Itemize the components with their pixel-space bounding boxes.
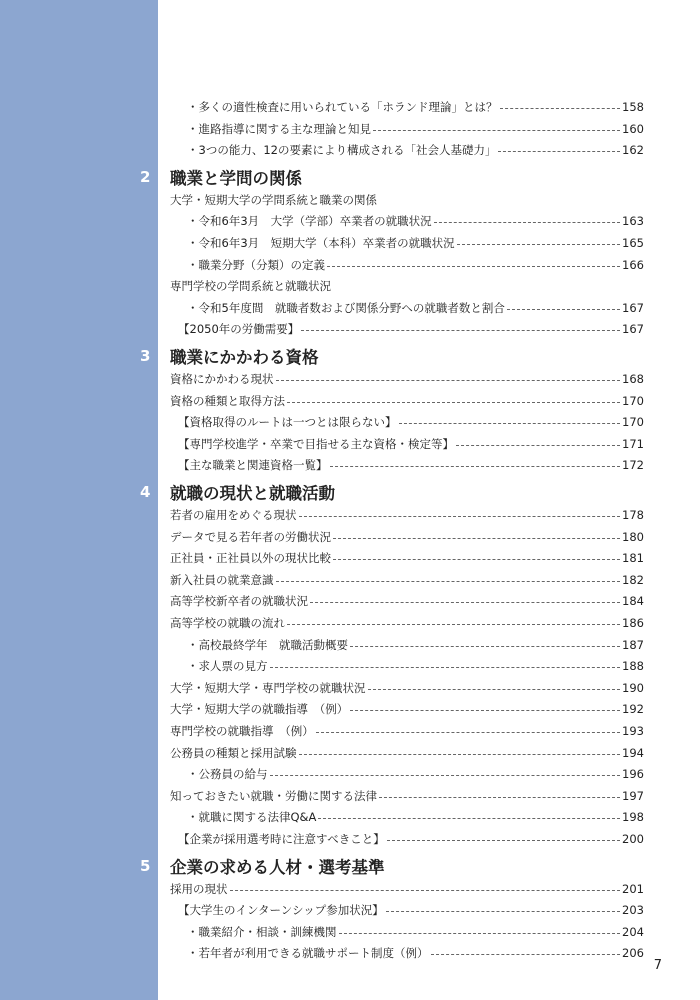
- toc-entry: [170, 505, 644, 525]
- toc-entry-title: 大学・短期大学・専門学校の就職状況: [170, 680, 366, 695]
- dotted-leader: [368, 688, 621, 690]
- toc-entry-title: 知っておきたい就職・労働に関する法律: [170, 788, 377, 803]
- toc-page-number: 197: [622, 788, 644, 803]
- toc-entry-title: ・3つの能力、12の要素により構成される「社会人基礎力」: [187, 143, 497, 158]
- toc-page-number: 206: [622, 946, 644, 961]
- toc-entry-title: 高等学校の就職の流れ: [170, 616, 285, 630]
- toc-entry: [170, 879, 644, 899]
- toc-entry: [178, 829, 644, 849]
- toc-page-number: 165: [622, 236, 644, 250]
- section-heading: [140, 479, 335, 505]
- toc-page-number: 196: [622, 767, 644, 782]
- toc-entry: [187, 922, 644, 942]
- toc-entry-title: ・求人票の見方: [187, 659, 268, 674]
- section-heading: [140, 343, 319, 369]
- toc-entry-title: ・進路指導に関する主な理論と知見: [187, 121, 371, 136]
- toc-page-number: 201: [622, 881, 644, 896]
- dotted-leader: [500, 107, 621, 109]
- toc-page-number: 168: [622, 372, 644, 386]
- toc-entry: [187, 140, 644, 160]
- toc-entry: [170, 369, 644, 389]
- toc-page-number: 194: [622, 745, 644, 760]
- toc-entry: [187, 807, 644, 827]
- toc-entry-title: 採用の現状: [170, 881, 228, 896]
- toc-entry-title: ・令和6年3月 大学（学部）卒業者の就職状況: [187, 214, 432, 229]
- dotted-leader: [399, 422, 621, 424]
- toc-entry-title: 若者の雇用をめぐる現状: [170, 508, 297, 522]
- dotted-leader: [316, 731, 620, 733]
- section-number: 3: [140, 347, 151, 365]
- dotted-leader: [434, 221, 620, 223]
- dotted-leader: [333, 558, 620, 560]
- toc-entry-title: ・職業分野（分類）の定義: [187, 257, 325, 272]
- toc-page-number: 182: [622, 572, 644, 587]
- toc-entry: [170, 721, 644, 741]
- toc-entry: [170, 391, 644, 411]
- dotted-leader: [457, 243, 620, 245]
- toc-entry: [187, 255, 644, 275]
- toc-page-number: 180: [622, 529, 644, 544]
- dotted-leader: [327, 265, 620, 267]
- dotted-leader: [386, 910, 620, 912]
- toc-entry-title: 正社員・正社員以外の現状比較: [170, 551, 331, 566]
- toc-page-number: 186: [622, 616, 644, 630]
- section-number: 4: [140, 483, 151, 501]
- toc-entry: [187, 943, 644, 963]
- dotted-leader: [299, 515, 621, 517]
- toc-entry: [170, 613, 644, 633]
- toc-entry-title: 大学・短期大学の就職指導 （例）: [170, 702, 349, 717]
- toc-entry-title: 【資格取得のルートは一つとは限らない】: [178, 415, 397, 430]
- dotted-leader: [379, 796, 620, 798]
- toc-entry: [170, 743, 644, 763]
- dotted-leader: [270, 666, 621, 668]
- toc-entry: [187, 656, 644, 676]
- toc-page-number: 166: [622, 257, 644, 272]
- dotted-leader: [270, 774, 621, 776]
- toc-entry-title: 公務員の種類と採用試験: [170, 745, 297, 760]
- toc-entry: [187, 764, 644, 784]
- section-title: 職業にかかわる資格: [170, 348, 319, 367]
- toc-entry-title: 専門学校の就職指導 （例）: [170, 724, 314, 738]
- toc-entry-title: ・令和6年3月 短期大学（本科）卒業者の就職状況: [187, 236, 455, 250]
- toc-entry-title: 新入社員の就業意識: [170, 572, 274, 587]
- section-title: 企業の求める人材・選考基準: [170, 857, 385, 877]
- dotted-leader: [456, 444, 620, 446]
- toc-page-number: 178: [622, 508, 644, 522]
- dotted-leader: [330, 465, 621, 467]
- toc-entry: [178, 455, 644, 475]
- dotted-leader: [301, 329, 620, 331]
- toc-entry: [187, 298, 644, 318]
- toc-page-number: 170: [622, 415, 644, 430]
- dotted-leader: [350, 709, 620, 711]
- toc-entry: [187, 97, 644, 117]
- toc-entry-title: データで見る若年者の労働状況: [170, 529, 331, 544]
- dotted-leader: [276, 580, 621, 582]
- toc-page-number: 184: [622, 594, 644, 609]
- toc-entry: [187, 211, 644, 231]
- toc-entry-title: ・就職に関する法律Q&A: [187, 810, 317, 825]
- toc-page-number: 167: [622, 322, 644, 337]
- toc-entry: [178, 319, 644, 339]
- toc-entry-title: ・職業紹介・相談・訓練機関: [187, 924, 337, 939]
- toc-page-number: 167: [622, 300, 644, 315]
- toc-page-number: 193: [622, 724, 644, 738]
- section-title: 就職の現状と就職活動: [170, 484, 335, 503]
- dotted-leader: [276, 379, 621, 381]
- toc-entry-title: 資格にかかわる現状: [170, 372, 274, 386]
- toc-entry-title: ・多くの適性検査に用いられている「ホランド理論」とは？: [187, 100, 498, 114]
- toc-entry-title: 【専門学校進学・卒業で目指せる主な資格・検定等】: [178, 436, 454, 451]
- toc-entry: [187, 233, 644, 253]
- toc-entry-title: 専門学校の学問系統と就職状況: [170, 279, 331, 294]
- toc-page-number: 192: [622, 702, 644, 717]
- toc-entry-title: 大学・短期大学の学問系統と職業の関係: [170, 192, 377, 207]
- toc-entry: [170, 699, 644, 719]
- toc-page-number: 170: [622, 393, 644, 408]
- dotted-leader: [373, 129, 620, 131]
- toc-entry: [170, 591, 644, 611]
- section-heading: [140, 853, 385, 879]
- toc-page-number: 160: [622, 121, 644, 136]
- section-number: 5: [140, 856, 151, 875]
- toc-entry: [178, 900, 644, 920]
- dotted-leader: [333, 537, 620, 539]
- toc-page-number: 204: [622, 924, 644, 939]
- dotted-leader: [287, 401, 620, 403]
- toc-entry: [178, 412, 644, 432]
- toc-entry: [178, 434, 644, 454]
- toc-page-number: 162: [622, 143, 644, 158]
- dotted-leader: [299, 753, 621, 755]
- toc-page-number: 171: [622, 436, 644, 451]
- toc-entry-title: ・公務員の給与: [187, 767, 268, 782]
- dotted-leader: [498, 150, 620, 152]
- section-number: 2: [140, 167, 151, 186]
- toc-page-number: 203: [622, 903, 644, 918]
- toc-entry: [187, 635, 644, 655]
- toc-entry-title: 【2050年の労働需要】: [178, 322, 300, 337]
- dotted-leader: [230, 889, 621, 891]
- toc-subheading: [170, 276, 644, 296]
- dotted-leader: [339, 932, 621, 934]
- dotted-leader: [310, 601, 620, 603]
- dotted-leader: [431, 953, 621, 955]
- toc-entry-title: ・若年者が利用できる就職サポート制度（例）: [187, 946, 429, 961]
- toc-entry: [170, 527, 644, 547]
- toc-page-number: 163: [622, 214, 644, 229]
- toc-page-number: 181: [622, 551, 644, 566]
- dotted-leader: [387, 839, 620, 841]
- toc-entry-title: 資格の種類と取得方法: [170, 393, 285, 408]
- toc-subheading: [170, 190, 644, 210]
- toc-page-number: 172: [622, 458, 644, 473]
- toc-entry: [170, 786, 644, 806]
- dotted-leader: [350, 645, 620, 647]
- toc-page-number: 187: [622, 637, 644, 652]
- toc-entry-title: 高等学校新卒者の就職状況: [170, 594, 308, 609]
- toc-entry-title: ・高校最終学年 就職活動概要: [187, 637, 348, 652]
- page-number: 7: [653, 958, 662, 973]
- toc-page-number: 158: [622, 100, 644, 114]
- toc-entry-title: 【主な職業と関連資格一覧】: [178, 458, 328, 473]
- toc-page-number: 190: [622, 680, 644, 695]
- toc-entry-title: 【企業が採用選考時に注意すべきこと】: [178, 832, 385, 846]
- toc-page-number: 200: [622, 832, 644, 846]
- dotted-leader: [287, 623, 620, 625]
- dotted-leader: [318, 817, 620, 819]
- toc-entry: [170, 548, 644, 568]
- section-heading: [140, 164, 302, 190]
- section-title: 職業と学問の関係: [170, 168, 302, 188]
- toc-entry: [187, 119, 644, 139]
- dotted-leader: [507, 308, 620, 310]
- toc-entry: [170, 570, 644, 590]
- toc-entry: [170, 678, 644, 698]
- toc-entry-title: 【大学生のインターンシップ参加状況】: [178, 903, 384, 918]
- toc-page-number: 188: [622, 659, 644, 674]
- toc-page-number: 198: [622, 810, 644, 825]
- toc-entry-title: ・令和5年度間 就職者数および関係分野への就職者数と割合: [187, 300, 505, 315]
